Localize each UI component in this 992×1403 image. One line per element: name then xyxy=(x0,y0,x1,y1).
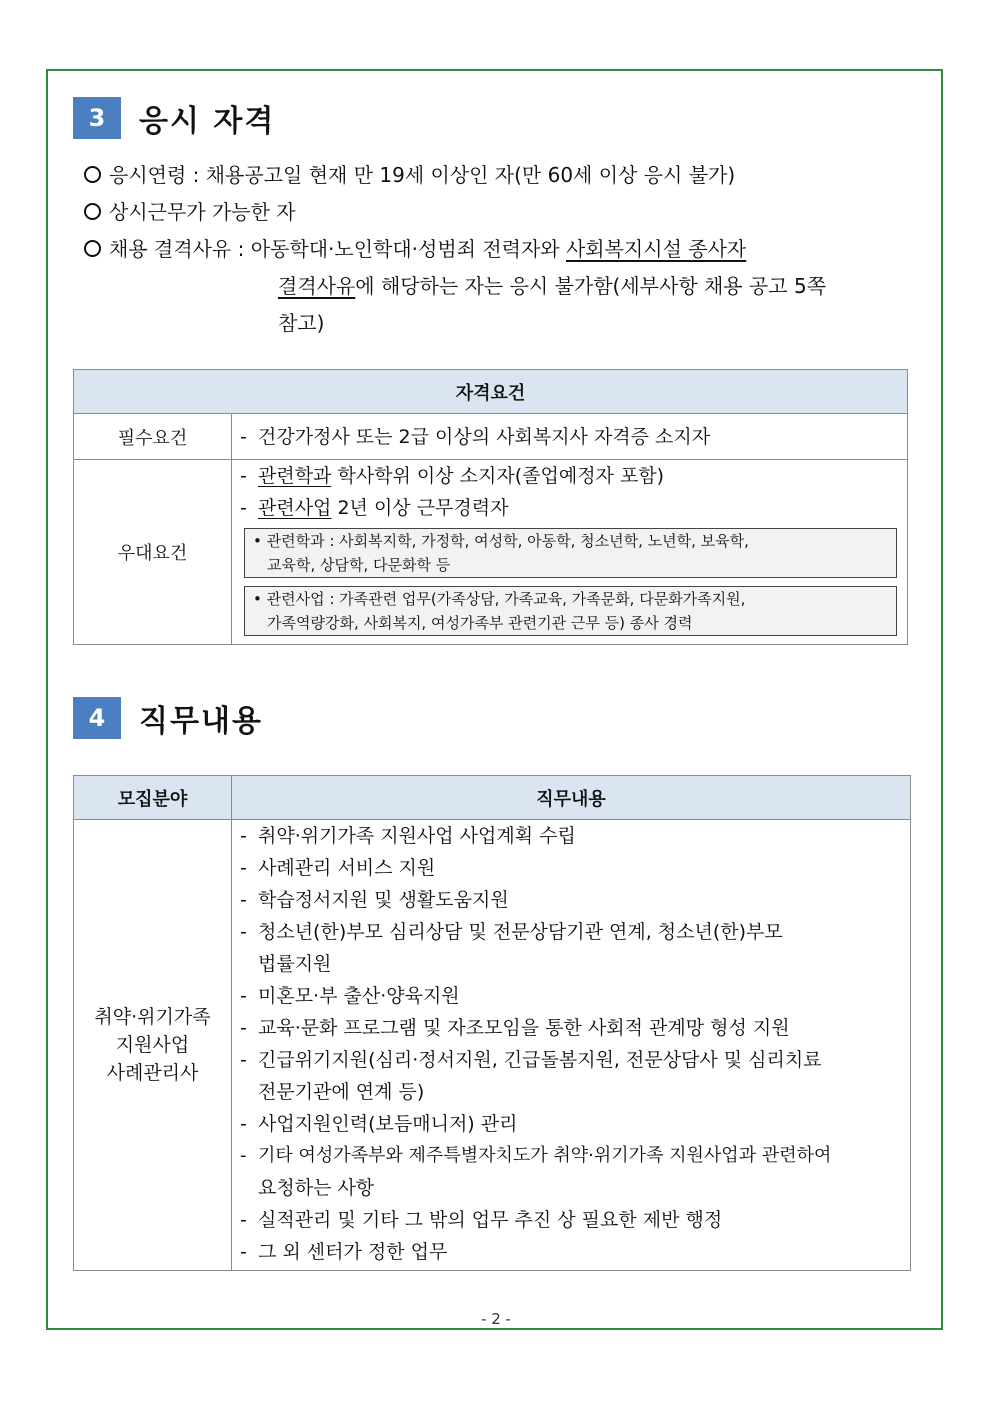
column-header: 직무내용 xyxy=(232,776,911,820)
circle-bullet-icon xyxy=(84,203,101,220)
duty-table xyxy=(73,775,911,1271)
list-item: - 사례관리 서비스 지원 xyxy=(240,857,436,879)
section-4-heading xyxy=(73,696,263,740)
list-item: - 실적관리 및 기타 그 밖의 업무 추진 상 필요한 제반 행정 xyxy=(240,1209,723,1231)
table-header: 자격요건 xyxy=(74,370,908,414)
list-item: - 교육·문화 프로그램 및 자조모임을 통한 사회적 관계망 형성 지원 xyxy=(240,1017,790,1039)
list-item: - 청소년(한)부모 심리상담 및 전문상담기관 연계, 청소년(한)부모 xyxy=(240,921,783,943)
list-item-cont: 법률지원 xyxy=(258,953,332,975)
row-label: 필수요건 xyxy=(74,414,232,460)
list-item: - 미혼모‧부 출산·양육지원 xyxy=(240,985,460,1007)
circle-bullet-icon xyxy=(84,240,101,257)
list-item: - 그 외 센터가 정한 업무 xyxy=(240,1241,448,1263)
list-item: - 학습정서지원 및 생활도움지원 xyxy=(240,889,509,911)
section-number: 4 xyxy=(73,697,121,739)
note-box-departments: • 관련학과 : 사회복지학, 가정학, 여성학, 아동학, 청소년학, 노년학, 보육학, 교육학, 상담학, 다문화학 등 xyxy=(244,528,897,578)
table-row xyxy=(74,414,908,460)
circle-bullet-icon xyxy=(84,166,101,183)
requirements-table xyxy=(73,369,908,645)
section-number: 3 xyxy=(73,97,121,139)
recruit-field: 취약·위기가족 지원사업 사례관리사 xyxy=(74,820,232,1271)
section-title: 직무내용 xyxy=(139,704,263,739)
table-row xyxy=(74,820,911,1271)
list-item: - 취약·위기가족 지원사업 사업계획 수립 xyxy=(240,825,576,847)
page-number: - 2 - xyxy=(481,1310,511,1328)
note-box-business: • 관련사업 : 가족관련 업무(가족상담, 가족교육, 가족문화, 다문화가족지원, 가족역량강화, 사회복지, 여성가족부 관련기관 근무 등) 종사 경력 xyxy=(244,586,897,636)
list-item: - 사업지원인력(보듬매니저) 관리 xyxy=(240,1113,518,1135)
list-item-cont: 전문기관에 연계 등) xyxy=(258,1081,425,1103)
bullet-disqualification-cont2: 참고) xyxy=(278,311,325,335)
list-item: - 건강가정사 또는 2급 이상의 사회복지사 자격증 소지자 xyxy=(240,425,711,448)
bullet-disqualification-cont: 결격사유에 해당하는 자는 응시 불가함(세부사항 채용 공고 5쪽 xyxy=(278,274,827,298)
bullet-disqualification: 채용 결격사유 : 아동학대·노인학대·성범죄 전력자와 사회복지시설 종사자 xyxy=(84,237,746,261)
list-item: - 긴급위기지원(심리·정서지원, 긴급돌봄지원, 전문상담사 및 심리치료 xyxy=(240,1049,822,1071)
row-label: 우대요건 xyxy=(74,460,232,645)
bullet-fulltime: 상시근무가 가능한 자 xyxy=(84,200,296,224)
list-item-cont: 요청하는 사항 xyxy=(258,1177,375,1199)
bullet-age: 응시연령 : 채용공고일 현재 만 19세 이상인 자(만 60세 이상 응시 불가) xyxy=(84,163,735,187)
section-3-heading xyxy=(73,96,275,140)
list-item: - 관련사업 2년 이상 근무경력자 xyxy=(240,497,509,519)
list-item: - 기타 여성가족부와 제주특별자치도가 취약·위기가족 지원사업과 관련하여 xyxy=(240,1145,832,1166)
table-row xyxy=(74,460,908,645)
section-title: 응시 자격 xyxy=(139,104,276,139)
list-item: - 관련학과 학사학위 이상 소지자(졸업예정자 포함) xyxy=(240,465,665,487)
column-header: 모집분야 xyxy=(74,776,232,820)
